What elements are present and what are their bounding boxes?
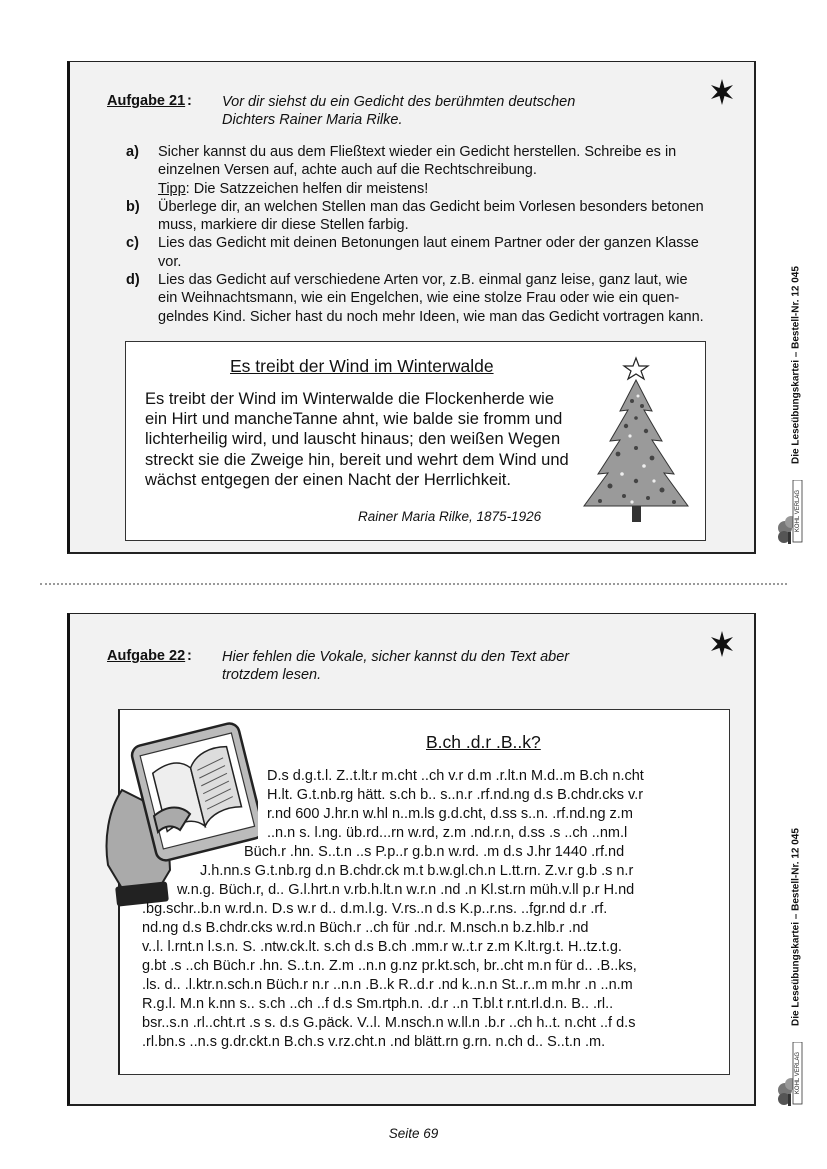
tipp-text: : Die Satzzeichen helfen dir meistens! [185, 180, 429, 197]
intro-line: Dichters Rainer Maria Rilke. [222, 112, 403, 128]
poem-text [145, 389, 569, 490]
subtask-line: Lies das Gedicht auf verschiedene Arten vor, z.B. einmal ganz leise, ganz laut, wie [158, 272, 688, 289]
vowel-text-line: Büch.r .hn. S..t.n ..s P.p..r g.b.n w.rd. .m d.s J.hr 1440 .rf.nd [244, 844, 625, 860]
subtask-c [126, 234, 746, 271]
subtask-line: Überlege dir, an welchen Stellen man das Gedicht beim Vorlesen besonders betonen [158, 198, 704, 215]
sidebar-text [790, 260, 802, 470]
subtask-b [126, 198, 746, 235]
task-label-colon: : [187, 648, 192, 664]
vowel-text-line: bsr..s.n .rl..cht.rt .s s. d.s G.päck. V..l. M.nsch.n w.ll.n .b.r ..ch h..t. n.cht ..f d.s [142, 1015, 636, 1031]
card-divider [40, 583, 787, 585]
vowel-text-line: v..l. l.rnt.n l.s.n. S. .ntw.ck.lt. s.ch d.s B.ch .mm.r w..t.r z.m K.lt.rg.t. H..tz.t.g. [142, 939, 622, 955]
subtask-list [126, 143, 746, 326]
page-number: Seite 69 [388, 1126, 439, 1141]
vowel-text-line: R.g.l. M.n k.nn s.. s.ch ..ch ..f d.s Sm.rtph.n. .d.r ..n T.bl.t r.nt.rl.d.n. B.. .rl.. [142, 996, 614, 1012]
task-label-colon: : [187, 93, 192, 109]
tipp-label: Tipp [158, 180, 186, 197]
sidebar-label: Die Leseübungskartei – Bestell-Nr. 12 045 [790, 266, 802, 464]
christmas-tree-icon [582, 356, 692, 526]
task-card-21 [67, 61, 756, 554]
vowel-text-line: w.n.g. Büch.r, d.. G.l.hrt.n v.rb.h.lt.n w.r.n .nd .n Kl.st.rn müh.v.ll p.r H.nd [177, 882, 635, 898]
subtask-letter: c) [126, 235, 139, 252]
publisher-logo [776, 480, 816, 550]
publisher-logo-text: KOHL VERLAG [795, 1051, 801, 1095]
sidebar-top [776, 260, 816, 560]
subtask-line: Sicher kannst du aus dem Fließtext wieder ein Gedicht herstellen. Schreibe es in [158, 144, 677, 160]
vowel-text-line: .bg.schr..b.n w.rd.n. D.s w.r d.. d.m.l.g. V.rs..n d.s K.p..r.ns. ..fgr.nd d.r .rf. [142, 901, 608, 917]
vowel-text-line: .rl.bn.s ..n.s g.dr.ckt.n B.ch.s v.rz.cht.n .nd blätt.rn g.rn. n.ch d.. S..t.n .m. [142, 1034, 606, 1050]
task-intro [222, 648, 569, 684]
box-title: B.ch .d.r .B..k? [426, 732, 541, 752]
poem-title: Es treibt der Wind im Winterwalde [230, 356, 494, 376]
publisher-logo-text: KOHL VERLAG [795, 489, 801, 533]
vowel-text-line: D.s d.g.t.l. Z..t.lt.r m.cht ..ch v.r d.m .r.lt.n M.d..m B.ch n.cht [267, 768, 644, 784]
sidebar-bottom [776, 822, 816, 1122]
vowel-text-line: nd.ng d.s B.chdr.cks w.rd.n Büch.r ..ch für .nd.r. M.nsch.n b.z.hlb.r .nd [142, 920, 589, 936]
vowel-text-box [118, 709, 730, 1075]
poem-line: wächst entgegen der einen Nacht der Herrlichkeit. [145, 470, 511, 489]
subtask-line: einzelnen Versen auf, achte auch auf die Rechtschreibung. [158, 162, 537, 179]
task-intro [222, 93, 575, 129]
subtask-line: Lies das Gedicht mit deinen Betonungen laut einem Partner oder der ganzen Klasse [158, 235, 699, 252]
vowel-text-line: .ls. d.. .l.ktr.n.sch.n Büch.r n.r ..n.n .B..k R..d.r .nd k..n.n St..r..m m.hr .n ..n.m [142, 977, 633, 993]
poem-line: lichterheilig wird, und lauscht hinaus; den weißen Wegen [145, 430, 561, 449]
subtask-letter: a) [126, 144, 139, 160]
intro-line: trotzdem lesen. [222, 667, 322, 683]
vowel-text-line: J.h.nn.s G.t.nb.rg d.n B.chdr.ck m.t b.w.gl.ch.n L.tt.rn. Z.v.r g.b .s n.r [200, 863, 634, 879]
poem-line: Es treibt der Wind im Winterwalde die Flockenherde wie [145, 390, 554, 408]
vowel-text-line: ..n.n s. l.ng. üb.rd...rn w.rd, z.m .nd.r.n, d.ss .s ..ch ..nm.l [267, 825, 628, 841]
vowel-text-line: r.nd 600 J.hr.n w.hl n..m.ls g.d.cht, d.ss s..n. .rf.nd.ng z.m [267, 806, 633, 822]
subtask-d [126, 271, 746, 326]
subtask-letter: b) [126, 198, 140, 215]
subtask-a [126, 143, 746, 198]
sidebar-label: Die Leseübungskartei – Bestell-Nr. 12 045 [790, 828, 802, 1026]
vowel-text-line: H.lt. G.t.nb.rg hätt. s.ch b.. s..n.r .rf.nd.ng d.s B.chdr.cks v.r [267, 787, 644, 803]
star-icon [708, 78, 736, 106]
publisher-logo [776, 1042, 816, 1112]
subtask-line: ein Weihnachtsmann, wie ein Engelchen, wie eine stolze Frau oder wie ein quen- [158, 290, 680, 307]
poem-line: ein Hirt und mancheTanne ahnt, wie balde sie fromm und [145, 410, 563, 429]
task-card-22 [67, 613, 756, 1106]
intro-line: Vor dir siehst du ein Gedicht des berühmten deutschen [222, 94, 576, 110]
subtask-letter: d) [126, 272, 140, 289]
poem-author: Rainer Maria Rilke, 1875-1926 [358, 509, 542, 524]
task-label: Aufgabe 22 [107, 648, 186, 664]
task-label: Aufgabe 21 [107, 93, 186, 109]
poem-box [125, 341, 706, 541]
subtask-line: vor. [158, 253, 182, 270]
subtask-line: muss, markiere dir diese Stellen farbig. [158, 217, 409, 234]
sidebar-text [790, 822, 802, 1032]
poem-line: streckt sie die Zweige hin, bereit und wehrt dem Wind und [145, 450, 569, 469]
subtask-line: gelndes Kind. Sicher hast du noch mehr Ideen, wie man das Gedicht vortragen kann. [158, 308, 704, 325]
star-icon [708, 630, 736, 658]
intro-line: Hier fehlen die Vokale, sicher kannst du den Text aber [222, 649, 570, 665]
tipp-line [158, 180, 746, 198]
vowel-text-line: g.bt .s ..ch Büch.r .hn. S..t.n. Z.m ..n.n g.nz pr.kt.sch, br..cht m.n für d.. .B..ks, [142, 958, 637, 974]
